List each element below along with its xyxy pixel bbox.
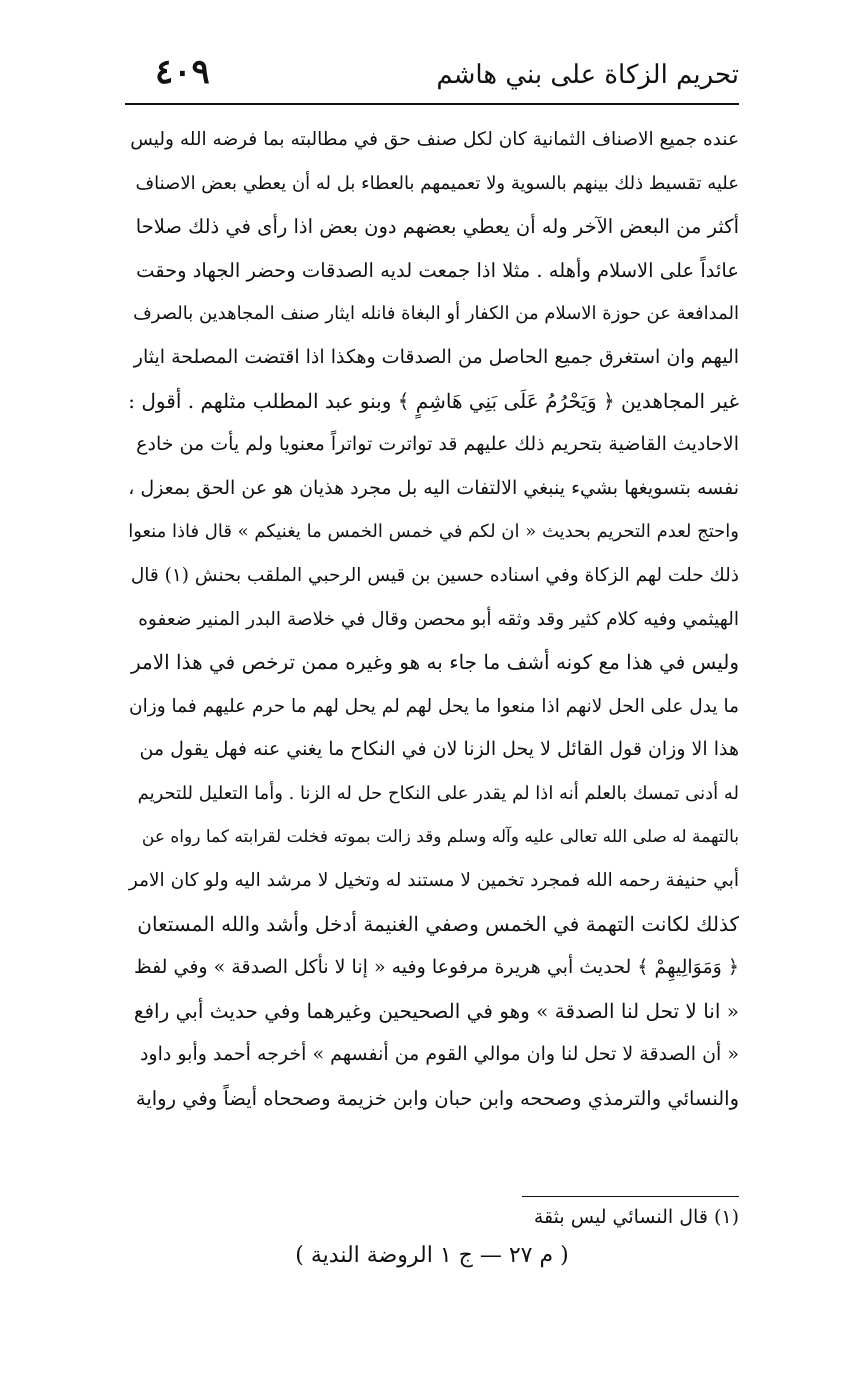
body-text: [125, 118, 739, 1121]
text-line: له أدنى تمسك بالعلم أنه اذا لم يقدر على النكاح حل له الزنا . وأما التعليل للتحريم: [137, 782, 739, 804]
text-line: غير المجاهدين ﴿ وَيَحْرُمُ عَلَى بَنِي هَاشِمٍ ﴾ وبنو عبد المطلب مثلهم . أقول :: [128, 388, 739, 413]
text-line: المدافعة عن حوزة الاسلام من الكفار أو البغاة فانله ايثار صنف المجاهدين بالصرف: [133, 303, 739, 325]
running-title: تحريم الزكاة على بني هاشم: [436, 60, 739, 90]
footnote-rule: [522, 1196, 739, 1197]
page-header: [125, 50, 739, 100]
text-line: عنده جميع الاصناف الثمانية كان لكل صنف حق في مطالبته بما فرضه الله وليس: [130, 129, 739, 150]
text-line: عائداً على الاسلام وأهله . مثلا اذا جمعت لديه الصدقات وحضر الجهاد وحقت: [136, 258, 739, 282]
header-rule: [125, 103, 739, 105]
text-line: « انا لا تحل لنا الصدقة » وهو في الصحيحين وغيرهما وفي حديث أبي رافع: [133, 998, 739, 1023]
text-line: « أن الصدقة لا تحل لنا وان موالي القوم من أنفسهم » أخرجه أحمد وأبو داود: [139, 1043, 739, 1066]
text-line: عليه تقسيط ذلك بينهم بالسوية ولا تعميمهم بالعطاء بل له أن يعطي بعض الاصناف: [135, 172, 739, 194]
footnote: (١) قال النسائي ليس بثقة: [533, 1206, 739, 1228]
text-line: نفسه بتسويغها بشيء ينبغي الالتفات اليه بل مجرد هذيان هو عن الحق بمعزل ،: [128, 476, 739, 499]
text-line: واحتج لعدم التحريم بحديث « ان لكم في خمس الخمس ما يغنيكم » قال فاذا منعوا: [128, 521, 739, 543]
text-line: هذا الا وزان قول القائل لا يحل الزنا لان في النكاح ما يغني عنه فهل يقول من: [139, 738, 739, 761]
text-line: اليهم وان استغرق جميع الحاصل من الصدقات وهكذا اذا اقتضت المصلحة ايثار: [133, 345, 739, 368]
text-line: كذلك لكانت التهمة في الخمس وصفي الغنيمة أدخل وأشد والله المستعان: [137, 911, 739, 936]
text-line: ذلك حلت لهم الزكاة وفي اسناده حسين بن قيس الرحبي الملقب بحنش (١) قال: [130, 564, 739, 586]
text-line: وليس في هذا مع كونه أشف ما جاء به هو وغيره ممن ترخص في هذا الامر: [130, 650, 739, 675]
text-line: ﴿ وَمَوَالِيهِمْ ﴾ لحديث أبي هريرة مرفوعا وفيه « إنا لا نأكل الصدقة » وفي لفظ: [134, 956, 739, 979]
text-line: بالتهمة له صلى الله تعالى عليه وآله وسلم وقد زالت بموته فخلت لقرابته كما رواه عن: [141, 826, 739, 847]
page-number: ٤٠٩: [155, 52, 210, 92]
text-line: ما يدل على الحل لانهم اذا منعوا ما يحل لهم لم يحل لهم ما حرم عليهم فما وزان: [129, 695, 739, 717]
text-line: أبي حنيفة رحمه الله فمجرد تخمين لا مستند له وتخيل لا مرشد اليه ولو كان الامر: [128, 870, 739, 892]
text-line: الهيثمي وفيه كلام كثير وقد وثقه أبو محصن وقال في خلاصة البدر المنير ضعفوه: [138, 608, 739, 630]
text-line: الاحاديث القاضية بتحريم ذلك عليهم قد تواترت تواتراً معنويا ولم يأت من خادع: [136, 433, 739, 456]
text-line: أكثر من البعض الآخر وله أن يعطي بعضهم دون بعض اذا رأى في ذلك صلاحا: [135, 215, 739, 239]
printer-signature: ( م ٢٧ — ج ١ الروضة الندية ): [295, 1243, 569, 1268]
text-line: والنسائي والترمذي وصححه وابن حبان وابن خزيمة وصححاه أيضاً وفي رواية: [135, 1087, 739, 1111]
